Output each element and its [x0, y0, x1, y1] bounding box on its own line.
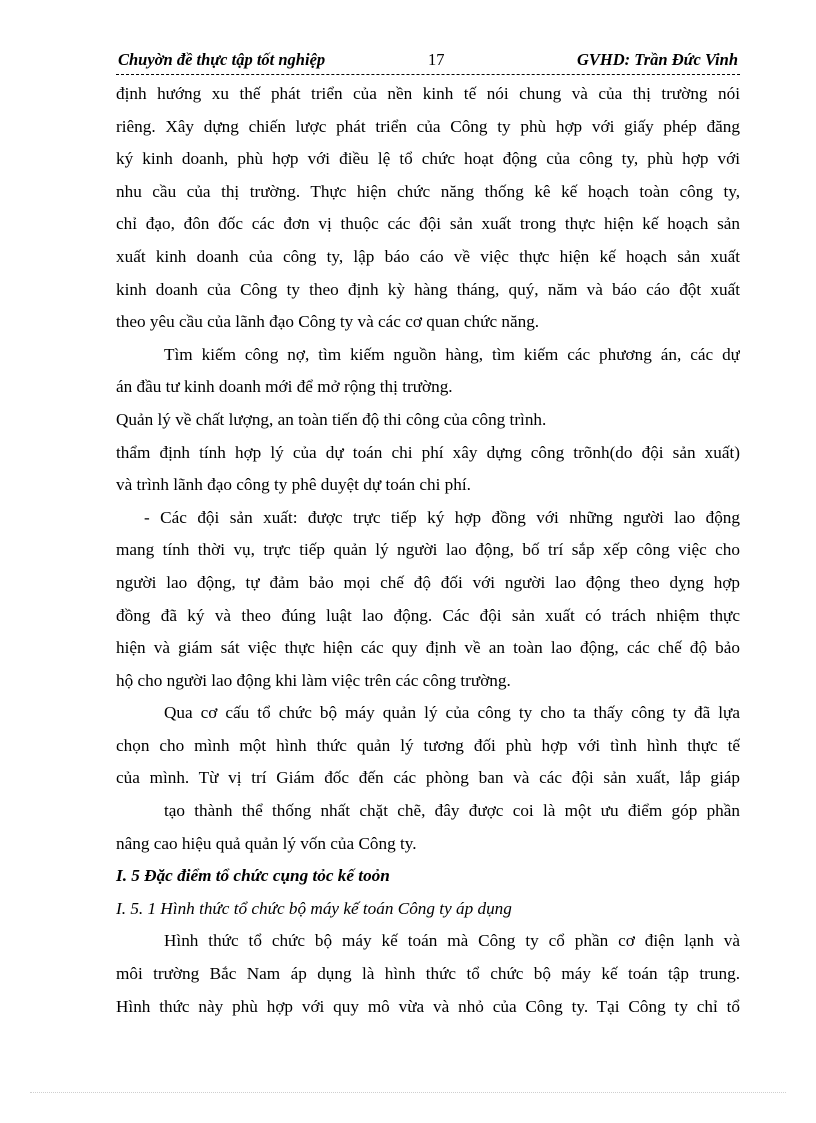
text-line: mang tính thời vụ, trực tiếp quản lý người lao động, bố trí sắp xếp công việc cho [116, 540, 740, 560]
document-body [116, 78, 740, 1023]
text-line: định hướng xu thế phát triển của nền kinh tế nói chung và của thị trường nói [116, 84, 740, 103]
text-line: thẩm định tính hợp lý của dự toán chi phí xây dựng công trõnh(do đội sản xuất) [116, 442, 740, 462]
header-page-number: 17 [428, 50, 445, 69]
text-line: án đầu tư kinh doanh mới để mở rộng thị trường. [116, 377, 453, 397]
text-line: ký kinh doanh, phù hợp với điều lệ tổ chức hoạt động của công ty, phù hợp với [116, 149, 740, 169]
text-line: tạo thành thể thống nhất chặt chẽ, đây được coi là một ưu điểm góp phần [164, 801, 740, 821]
text-line: Hình thức này phù hợp với quy mô vừa và nhỏ của Công ty. Tại Công ty chỉ tổ [116, 996, 740, 1016]
text-line: Quản lý về chất lượng, an toàn tiến độ thi công của công trình. [116, 409, 547, 429]
text-line: kinh doanh của Công ty theo định kỳ hàng tháng, quý, năm và báo cáo đột xuất [116, 279, 740, 299]
text-line: và trình lãnh đạo công ty phê duyệt dự toán chi phí. [116, 475, 471, 495]
header-supervisor: GVHD: Trần Đức Vinh [576, 50, 738, 69]
page-bottom-rule [30, 1092, 786, 1093]
text-line: nâng cao hiệu quả quản lý vốn của Công ty. [116, 833, 417, 853]
header-document-title: Chuyờn đề thực tập tốt nghiệp [118, 50, 326, 69]
section-heading: I. 5 Đặc điểm tổ chức cụng tỏc kế toỏn [116, 866, 390, 886]
subsection-heading: I. 5. 1 Hình thức tổ chức bộ máy kế toán Công ty áp dụng [116, 898, 512, 918]
text-line: Hình thức tổ chức bộ máy kế toán mà Công ty cổ phần cơ điện lạnh và [164, 931, 740, 951]
text-line: chỉ đạo, đôn đốc các đơn vị thuộc các đội sản xuất trong thực hiện kế hoạch sản [116, 214, 740, 234]
text-line: người lao động, tự đảm bảo mọi chế độ đối với người lao động theo dỵng hợp [116, 572, 740, 592]
page-header [116, 48, 740, 75]
text-line: - Các đội sản xuất: được trực tiếp ký hợp đồng với những người lao động [144, 507, 740, 527]
text-line: của mình. Từ vị trí Giám đốc đến các phòng ban và các đội sản xuất, lắp giáp [116, 768, 740, 788]
text-line: chọn cho mình một hình thức quản lý tương đối phù hợp với tình hình thực tế [116, 735, 740, 755]
text-line: riêng. Xây dựng chiến lược phát triển của Công ty phù hợp với giấy phép đăng [116, 116, 740, 136]
text-line: hộ cho người lao động khi làm việc trên các công trường. [116, 670, 511, 690]
text-line: môi trường Bắc Nam áp dụng là hình thức tổ chức bộ máy kế toán tập trung. [116, 964, 740, 984]
text-line: theo yêu cầu của lãnh đạo Công ty và các cơ quan chức năng. [116, 312, 540, 332]
text-line: Qua cơ cấu tổ chức bộ máy quản lý của công ty cho ta thấy công ty đã lựa [164, 703, 740, 723]
text-line: hiện và giám sát việc thực hiện các quy định về an toàn lao động, các chế độ bảo [116, 638, 740, 658]
text-line: nhu cầu của thị trường. Thực hiện chức năng thống kê kế hoạch toàn công ty, [116, 181, 740, 201]
text-line: xuất kinh doanh của công ty, lập báo cáo về việc thực hiện kế hoạch sản xuất [116, 246, 740, 266]
text-line: Tìm kiếm công nợ, tìm kiếm nguồn hàng, tìm kiếm các phương án, các dự [164, 344, 740, 364]
text-line: đồng đã ký và theo đúng luật lao động. Các đội sản xuất có trách nhiệm thực [116, 605, 740, 625]
